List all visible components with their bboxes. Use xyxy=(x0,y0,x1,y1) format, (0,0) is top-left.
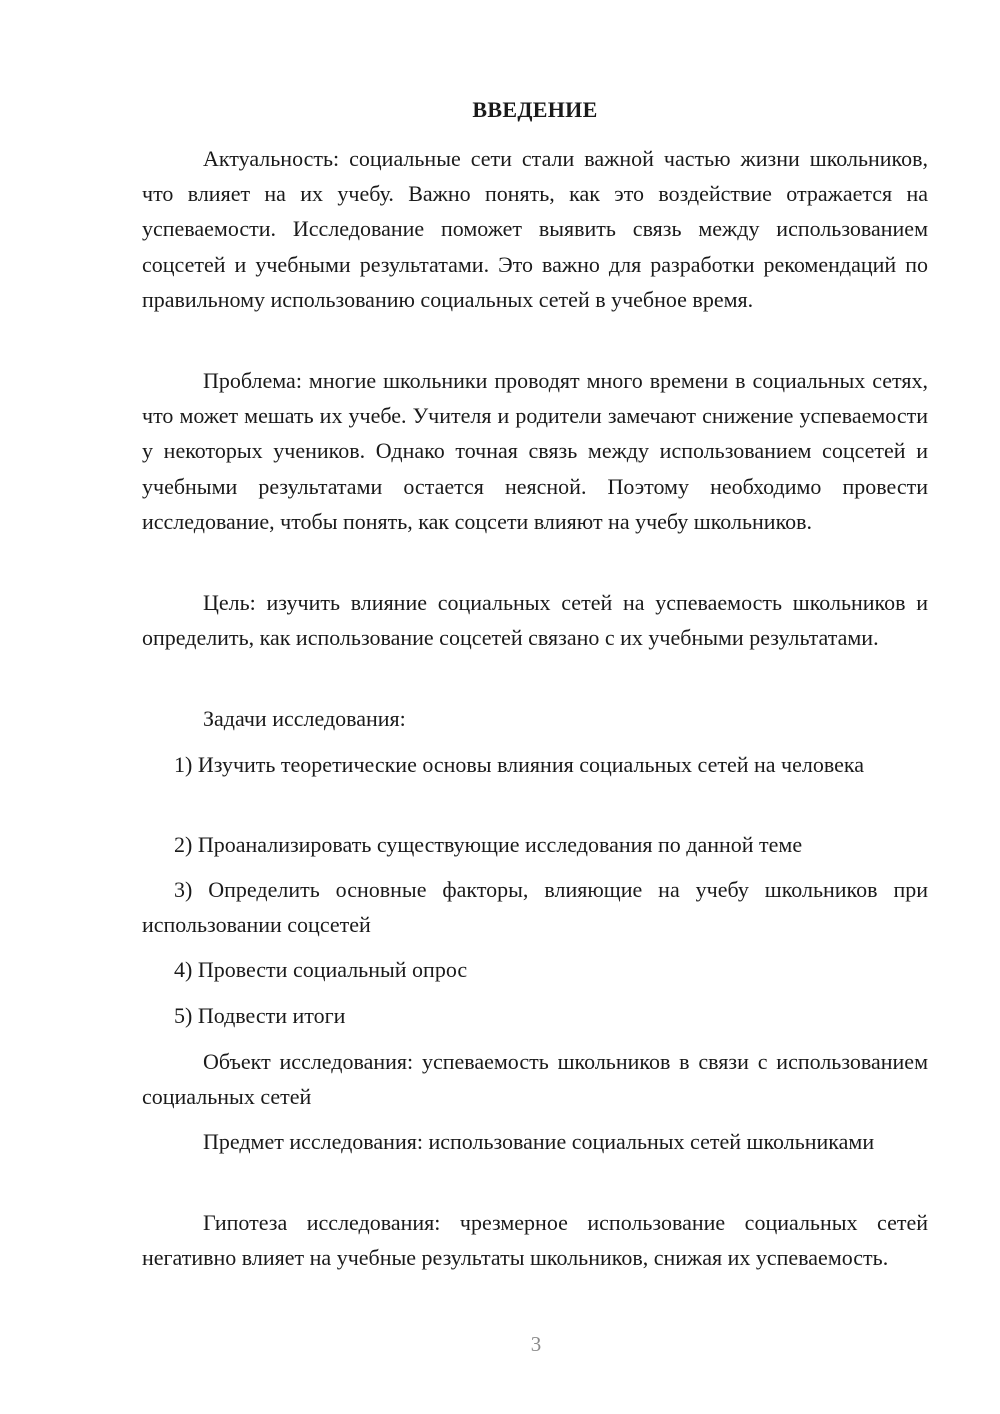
object-paragraph: Объект исследования: успеваемость школьников в связи с использованием социальных сетей xyxy=(142,1049,928,1110)
page-number: 3 xyxy=(530,1332,542,1356)
task-item-5: 5) Подвести итоги xyxy=(174,1003,346,1028)
problem-paragraph: Проблема: многие школьники проводят много времени в социальных сетях, что может мешать их учебе. Учителя и родители замечают снижение успеваемости у некоторых учеников. Однако точная связь между использованием соцсетей и учебными результатами остается неясной. Поэтому необходимо провести исследование, чтобы понять, как соцсети влияют на учебу школьников. xyxy=(142,368,928,534)
tasks-heading: Задачи исследования: xyxy=(203,706,406,731)
task-item-4: 4) Провести социальный опрос xyxy=(174,957,468,982)
hypothesis-paragraph: Гипотеза исследования: чрезмерное использование социальных сетей негативно влияет на учебные результаты школьников, снижая их успеваемость. xyxy=(142,1210,928,1271)
subject-paragraph: Предмет исследования: использование социальных сетей школьниками xyxy=(203,1129,875,1154)
task-item-3: 3) Определить основные факторы, влияющие на учебу школьников при использовании соцсетей xyxy=(142,877,928,938)
goal-paragraph: Цель: изучить влияние социальных сетей на успеваемость школьников и определить, как использование соцсетей связано с их учебными результатами. xyxy=(142,590,928,651)
section-title: ВВЕДЕНИЕ xyxy=(472,97,598,122)
task-item-2: 2) Проанализировать существующие исследования по данной теме xyxy=(174,832,803,857)
relevance-paragraph: Актуальность: социальные сети стали важной частью жизни школьников, что влияет на их учебу. Важно понять, как это воздействие отражается на успеваемости. Исследование поможет выявить связь между использованием соцсетей и учебными результатами. Это важно для разработки рекомендаций по правильному использованию социальных сетей в учебное время. xyxy=(142,146,928,312)
task-item-1: 1) Изучить теоретические основы влияния социальных сетей на человека xyxy=(174,752,864,777)
